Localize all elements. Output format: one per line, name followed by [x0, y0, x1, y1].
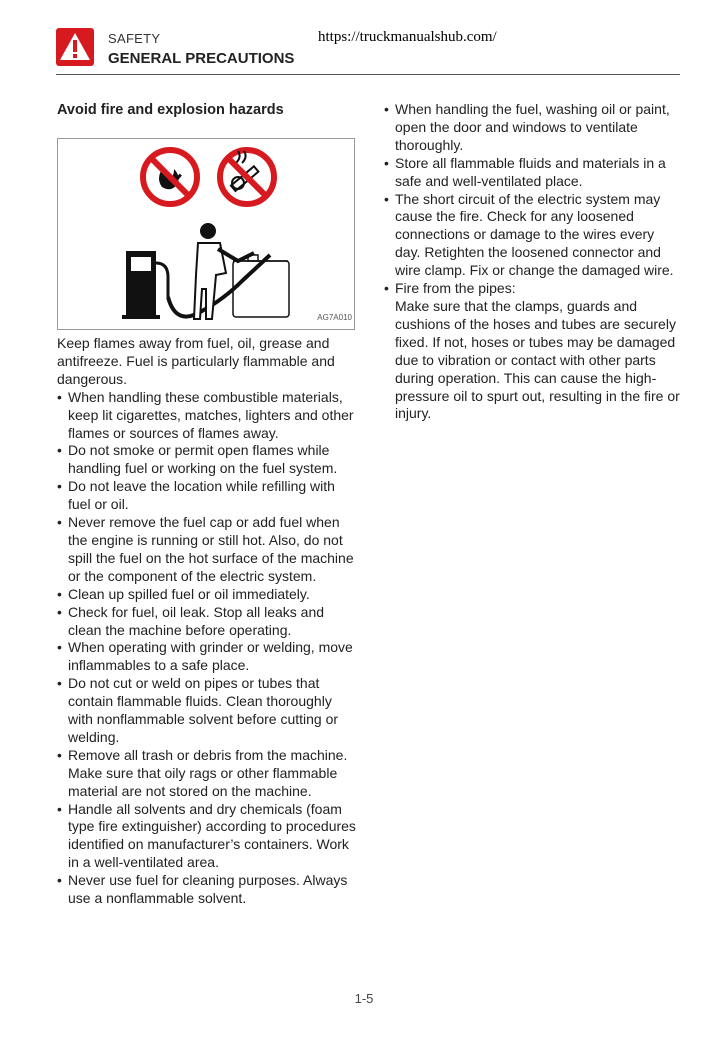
list-item: • Do not cut or weld on pipes or tubes that contain flammable fluids. Clean thoroughly with nonflammable solvent before cutting or welding. [57, 675, 357, 747]
fuel-pump-icon [122, 251, 168, 319]
list-item: • Clean up spilled fuel or oil immediately. [57, 586, 357, 604]
right-column [384, 101, 682, 423]
fire-hazard-figure [57, 138, 355, 330]
source-url[interactable]: https://truckmanualshub.com/ [318, 29, 497, 45]
left-column [57, 101, 357, 908]
list-item: • Never use fuel for cleaning purposes. Always use a nonflammable solvent. [57, 872, 357, 908]
list-item: • Remove all trash or debris from the machine. Make sure that oily rags or other flammable material are not stored on the machine. [57, 747, 357, 801]
figure-code: AG7A010 [317, 313, 352, 323]
list-item: • Check for fuel, oil leak. Stop all leaks and clean the machine before operating. [57, 604, 357, 640]
no-open-flame-icon [143, 150, 197, 204]
section-title: GENERAL PRECAUTIONS [108, 50, 295, 67]
list-item: • Store all flammable fluids and materials in a safe and well-ventilated place. [384, 155, 682, 191]
warning-triangle-icon [56, 28, 94, 66]
intro-paragraph: Keep flames away from fuel, oil, grease and antifreeze. Fuel is particularly flammable and dangerous. [57, 335, 335, 387]
left-bullet-list [57, 389, 357, 908]
page-header [56, 28, 680, 75]
page-number: 1-5 [354, 991, 374, 1006]
list-item: • Do not leave the location while refilling with fuel or oil. [57, 478, 357, 514]
list-item: • Handle all solvents and dry chemicals (foam type fire extinguisher) according to procedures identified on manufacturer’s containers. Work in a well-ventilated area. [57, 801, 357, 873]
list-item: • When operating with grinder or welding, move inflammables to a safe place. [57, 639, 357, 675]
person-refueling-icon [194, 223, 254, 319]
no-smoking-icon [220, 150, 274, 204]
pipes-text: Make sure that the clamps, guards and cushions of the hoses and tubes are securely fixed. If not, hoses or tubes may be damaged due to vibration or contact with other parts during operation. This can cause the high-pressure oil to spurt out, resulting in the fire or injury. [395, 297, 680, 422]
subsection-heading: Avoid fire and explosion hazards [57, 102, 284, 118]
list-item: • The short circuit of the electric system may cause the fire. Check for any loosened connections or damage to the wires every day. Retighten the loosened connector and wire clamp. Fix or change the damaged wire. [384, 191, 682, 281]
fire-hazard-illustration [58, 139, 354, 329]
list-item-pipes [384, 280, 682, 423]
right-bullet-list [384, 101, 682, 423]
list-item: • When handling these combustible materials, keep lit cigarettes, matches, lighters and other flames or sources of flames away. [57, 389, 357, 443]
pipes-title: • Fire from the pipes: [395, 280, 516, 297]
section-label: SAFETY [108, 31, 161, 46]
list-item: • Never remove the fuel cap or add fuel when the engine is running or still hot. Also, do not spill the fuel on the hot surface of the machine or the component of the electric system. [57, 514, 357, 586]
list-item: • When handling the fuel, washing oil or paint, open the door and windows to ventilate thoroughly. [384, 101, 682, 155]
list-item: • Do not smoke or permit open flames while handling fuel or working on the fuel system. [57, 442, 357, 478]
